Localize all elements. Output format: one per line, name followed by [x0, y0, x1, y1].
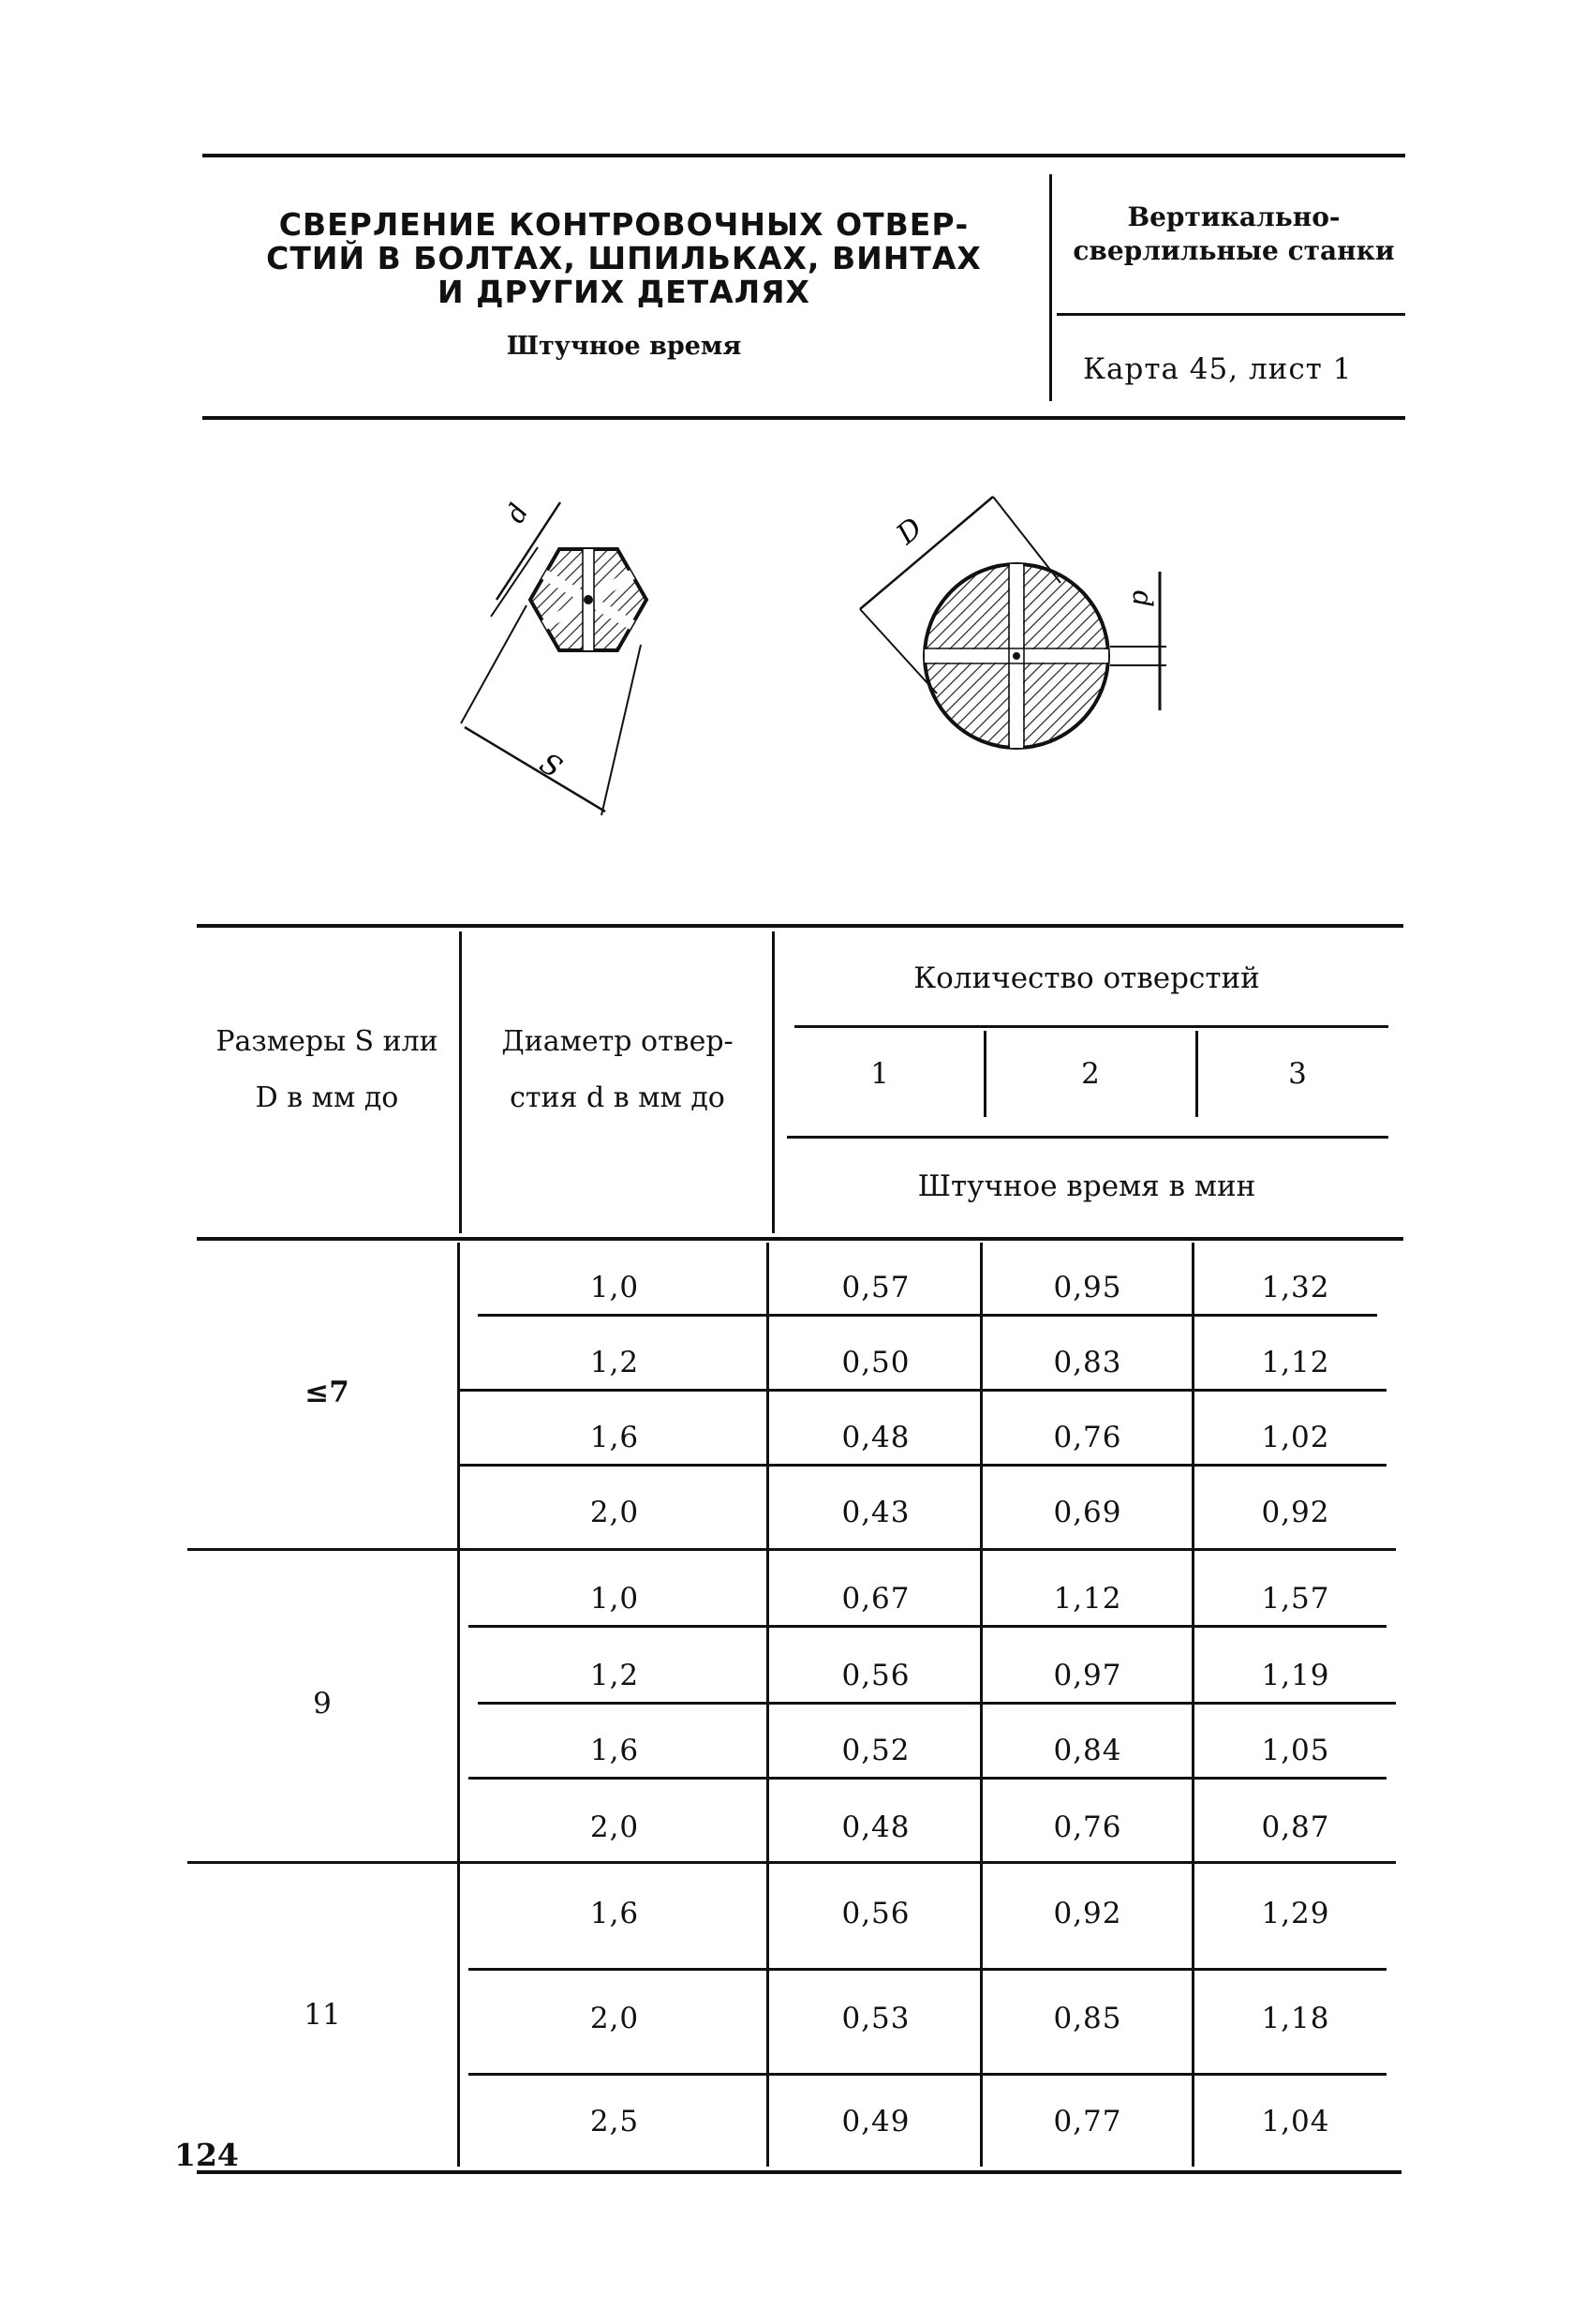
row-rule — [478, 1314, 1377, 1317]
row-rule — [478, 1702, 1396, 1705]
card-number: Карта 45, лист 1 — [1083, 352, 1353, 386]
time-cell: 0,95 — [1053, 1271, 1122, 1304]
dimension-D-label: D — [890, 511, 929, 552]
header-bottom-rule — [202, 416, 1405, 420]
diameter-cell: 1,0 — [589, 1271, 640, 1304]
time-cell: 0,48 — [841, 1810, 911, 1844]
time-cell: 1,57 — [1261, 1582, 1330, 1616]
diameter-cell: 1,6 — [589, 1734, 640, 1767]
time-cell: 0,76 — [1053, 1421, 1122, 1454]
body-vline-4 — [1192, 1243, 1194, 2167]
row-rule — [468, 1625, 1387, 1628]
time-cell: 1,29 — [1261, 1897, 1330, 1930]
title-line-3: И ДРУГИХ ДЕТАЛЯХ — [437, 274, 810, 310]
header-vline-3 — [984, 1031, 986, 1117]
page-number: 124 — [174, 2137, 239, 2173]
time-cell: 0,92 — [1053, 1897, 1122, 1930]
row-rule — [468, 1777, 1387, 1780]
size-group-3: 11 — [304, 1998, 341, 2032]
time-cell: 0,69 — [1053, 1496, 1122, 1529]
time-cell: 0,48 — [841, 1421, 911, 1454]
unit-header: Штучное время в мин — [917, 1169, 1256, 1203]
hole-count-header: Количество отверстий — [913, 961, 1260, 995]
body-vline-3 — [980, 1243, 983, 2167]
time-cell: 0,83 — [1053, 1346, 1122, 1379]
dimension-d-label-round: d — [1127, 590, 1158, 607]
time-cell: 0,92 — [1261, 1496, 1330, 1529]
size-group-1: ≤7 — [304, 1376, 349, 1409]
header-divider — [1049, 174, 1052, 401]
time-cell: 0,53 — [841, 2002, 911, 2035]
page-title — [221, 208, 1027, 309]
time-cell: 0,57 — [841, 1271, 911, 1304]
time-cell: 1,02 — [1261, 1421, 1330, 1454]
group-rule-2 — [187, 1861, 1396, 1864]
title-line-1: СВЕРЛЕНИЕ КОНТРОВОЧНЫХ ОТВЕР- — [278, 206, 970, 243]
header-vline-1 — [459, 931, 462, 1233]
size-header-line-1: Размеры S или — [215, 1025, 438, 1058]
diameter-cell: 2,0 — [589, 1810, 640, 1844]
card-header — [202, 154, 1405, 418]
time-cell: 1,12 — [1053, 1582, 1122, 1616]
diameter-cell: 2,0 — [589, 1496, 640, 1529]
time-cell: 1,18 — [1261, 2002, 1330, 2035]
time-cell: 0,56 — [841, 1659, 911, 1692]
time-cell: 0,84 — [1053, 1734, 1122, 1767]
body-vline-1 — [457, 1243, 460, 2167]
time-cell: 0,85 — [1053, 2002, 1122, 2035]
time-cell: 0,43 — [841, 1496, 911, 1529]
row-rule — [468, 1968, 1387, 1971]
header-vline-4 — [1195, 1031, 1198, 1117]
diameter-cell: 2,0 — [589, 2002, 640, 2035]
time-cell: 1,04 — [1261, 2105, 1330, 2138]
body-vline-2 — [766, 1243, 769, 2167]
size-column-header — [197, 1014, 457, 1126]
size-header-line-2: D в мм до — [255, 1081, 399, 1114]
time-cell: 0,97 — [1053, 1659, 1122, 1692]
machine-line-1: Вертикально- — [1127, 201, 1341, 232]
count-header-rule — [794, 1025, 1388, 1028]
time-cell: 0,52 — [841, 1734, 911, 1767]
time-cell: 1,05 — [1261, 1734, 1330, 1767]
diameter-cell: 2,5 — [589, 2105, 640, 2138]
header-vline-2 — [772, 931, 775, 1233]
time-cell: 0,49 — [841, 2105, 911, 2138]
header-right-separator — [1057, 313, 1405, 316]
count-values-rule — [787, 1136, 1388, 1139]
count-header-2: 2 — [1081, 1057, 1100, 1091]
diameter-column-header — [465, 1014, 770, 1126]
time-cell: 0,76 — [1053, 1810, 1122, 1844]
hexagon-nut-figure — [461, 499, 646, 815]
count-header-1: 1 — [870, 1057, 889, 1091]
time-cell: 0,77 — [1053, 2105, 1122, 2138]
group-rule-1 — [187, 1548, 1396, 1551]
round-bolt-figure — [860, 497, 1166, 748]
table-bottom-rule — [197, 2170, 1401, 2174]
time-cell: 1,12 — [1261, 1346, 1330, 1379]
count-header-3: 3 — [1288, 1057, 1307, 1091]
time-cell: 0,50 — [841, 1346, 911, 1379]
machine-line-2: сверлильные станки — [1073, 235, 1395, 266]
page-subtitle: Штучное время — [506, 332, 742, 361]
time-cell: 0,56 — [841, 1897, 911, 1930]
time-cell: 0,67 — [841, 1582, 911, 1616]
row-rule — [459, 1464, 1387, 1467]
drilling-diagram — [440, 478, 1190, 853]
time-cell: 1,19 — [1261, 1659, 1330, 1692]
time-cell: 1,32 — [1261, 1271, 1330, 1304]
diameter-header-line-2: стия d в мм до — [510, 1081, 725, 1114]
diameter-cell: 1,2 — [589, 1659, 640, 1692]
machine-type — [1062, 201, 1405, 268]
dimension-d-label-hex: d — [499, 498, 535, 529]
row-rule — [459, 1389, 1387, 1392]
diameter-cell: 1,6 — [589, 1421, 640, 1454]
diameter-cell: 1,2 — [589, 1346, 640, 1379]
title-line-2: СТИЙ В БОЛТАХ, ШПИЛЬКАХ, ВИНТАХ — [266, 240, 982, 276]
dimension-s-label: S — [533, 747, 568, 785]
size-group-2: 9 — [313, 1687, 332, 1721]
table-top-rule — [197, 924, 1403, 928]
diameter-cell: 1,0 — [589, 1582, 640, 1616]
time-cell: 0,87 — [1261, 1810, 1330, 1844]
diameter-header-line-1: Диаметр отвер- — [501, 1025, 734, 1058]
header-top-rule — [202, 154, 1405, 157]
diameter-cell: 1,6 — [589, 1897, 640, 1930]
row-rule — [468, 2073, 1387, 2076]
header-bottom-rule-table — [197, 1237, 1403, 1241]
